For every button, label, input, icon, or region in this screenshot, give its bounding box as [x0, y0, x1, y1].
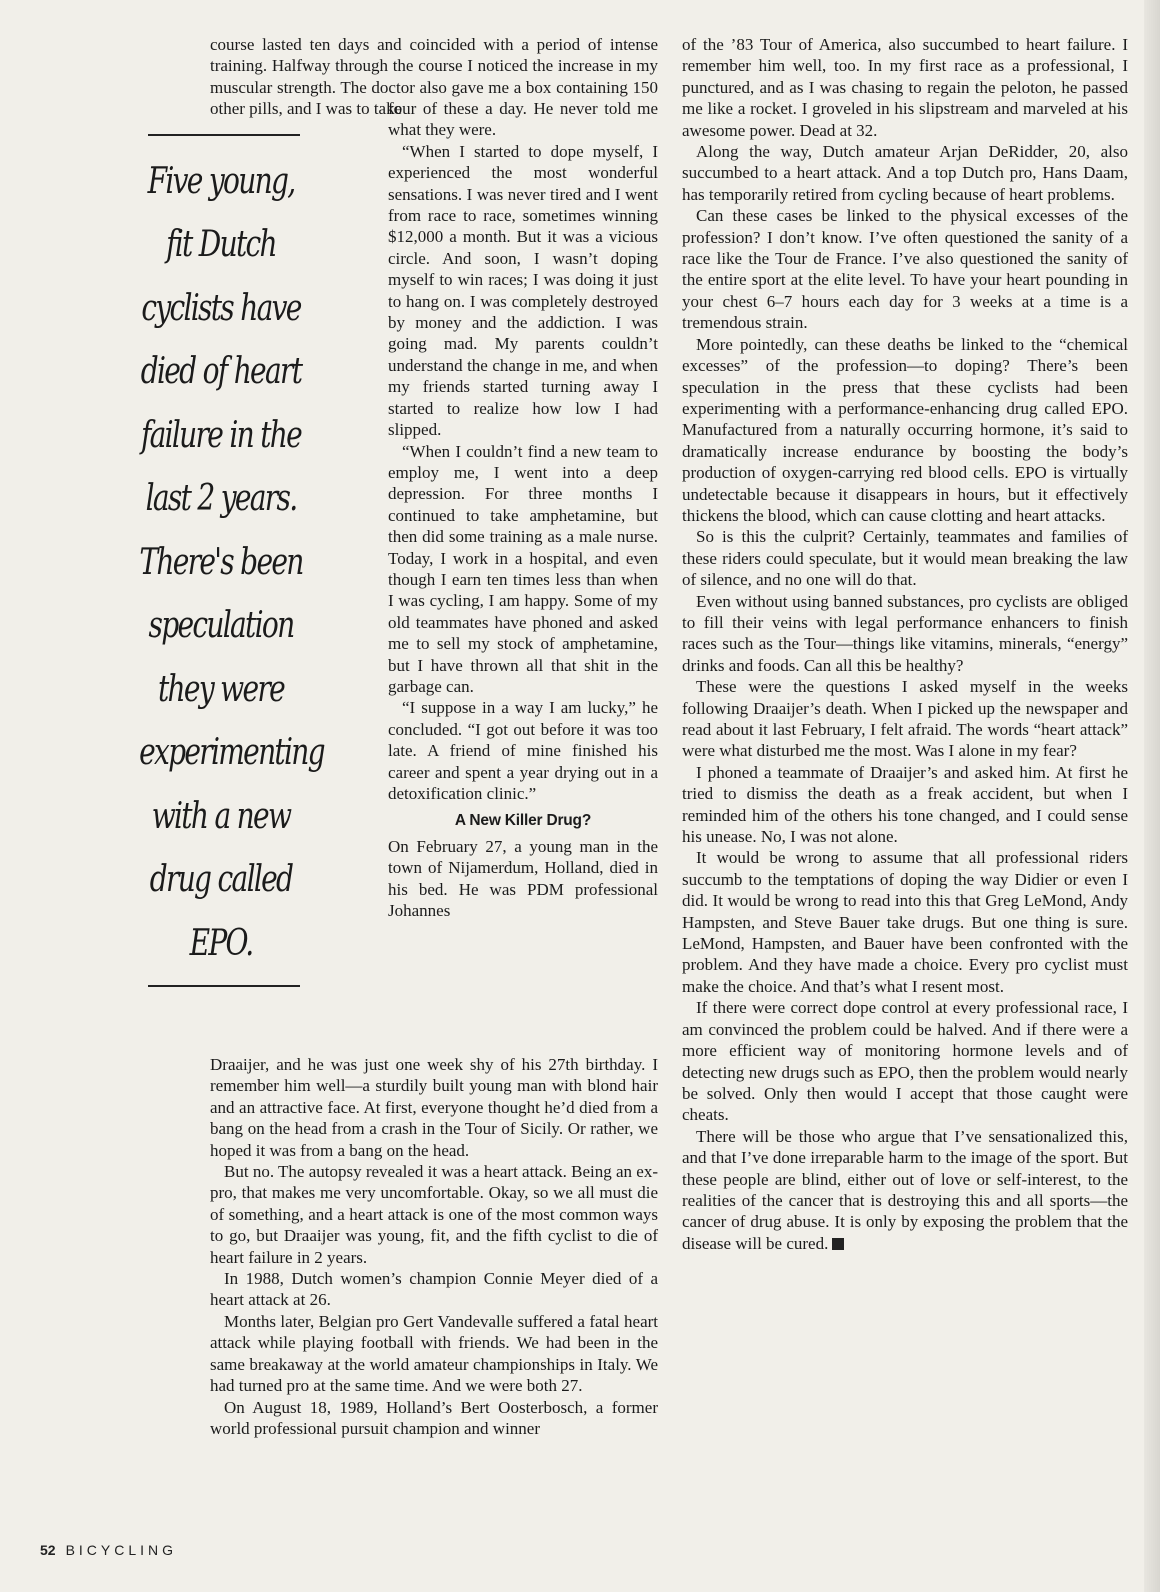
paragraph: If there were correct dope control at every professional race, I am convinced the problem could be halved. And if there were a more efficient way of monitoring hormone levels and of detecting new drugs such as EPO, then the problem would nearly be solved. Only then would I accept that those caught were cheats. — [682, 998, 1128, 1125]
paragraph: It would be wrong to assume that all professional riders succumb to the temptations of doping the way Didier or even I did. It would be wrong to read into this that Greg LeMond, Andy Hampsten, and Steve Bauer take drugs. But one thing is sure. LeMond, Hampsten, and Bauer have been confronted with the problem. And they have made a choice. Every pro cyclist must make the choice. And that’s what I resent most. — [682, 848, 1128, 996]
paragraph: But no. The autopsy revealed it was a heart attack. Being an ex-pro, that makes me very uncomfortable. Okay, so we all must die of something, and a heart attack is one of the most common ways to go, but Draaijer was young, fit, and the fifth cyclist to die of heart failure in 2 years. — [210, 1162, 658, 1267]
paragraph: So is this the culprit? Certainly, teammates and families of these riders could speculate, but it would mean breaking the law of silence, and no one will do that. — [682, 527, 1128, 590]
paragraph: of the ’83 Tour of America, also succumbed to heart failure. I remember him well, too. In my first race as a professional, I punctured, and as I was chasing to regain the peloton, he passed me like a rocket. I groveled in his slipstream and marveled at his awesome power. Dead at 32. — [682, 35, 1128, 140]
end-mark-icon — [832, 1238, 844, 1250]
paragraph: Draaijer, and he was just one week shy of his 27th birthday. I remember him well—a sturdily built young man with blond hair and an attractive face. At first, everyone thought he’d died from a bang on the head from a crash in the Tour of Sicily. Or rather, we hoped it was from a bang on the head. — [210, 1055, 658, 1160]
page-footer — [40, 1542, 177, 1558]
paragraph: “When I started to dope myself, I experienced the most wonderful sensations. I was never tired and I went from race to race, sometimes winning $12,000 a month. But it was a vicious circle. And soon, I wasn’t doping myself to win races; I was doing it just to hang on. I was completely destroyed by money and the addiction. I was going mad. My parents couldn’t understand the change in me, and when my friends started turning away I started to realize how low I had slipped. — [388, 141, 658, 440]
paragraph: On August 18, 1989, Holland’s Bert Oosterbosch, a former world professional pursuit champion and winner — [210, 1397, 658, 1438]
paragraph: In 1988, Dutch women’s champion Connie Meyer died of a heart attack at 26. — [210, 1269, 658, 1310]
paragraph: Can these cases be linked to the physical excesses of the profession? I don’t know. I’ve often questioned the sanity of a race like the Tour de France. I’ve also questioned the sanity of the entire sport at the elite level. To have your heart pounding in your chest 6–7 hours each day for 3 weeks at a time is a tremendous strain. — [682, 206, 1128, 333]
pull-quote-text: Five young, fit Dutch cyclists have died of heart failure in the last 2 years. There's been speculation they were experimenting with a new drug called EPO. — [139, 160, 324, 964]
paragraph: “I suppose in a way I am lucky,” he concluded. “I got out before it was too late. A friend of mine finished his career and spent a year drying out in a detoxification clinic.” — [388, 698, 658, 803]
pull-quote-bottom-rule — [148, 985, 300, 987]
paragraph: course lasted ten days and coincided with a period of intense training. Halfway through the course I noticed the increase in my muscular strength. The doctor also gave me a box containing 150 other pills, and I was to take — [210, 35, 658, 119]
page-edge — [1144, 0, 1160, 1592]
column-2 — [682, 34, 1128, 1254]
paragraph: These were the questions I asked myself in the weeks following Draaijer’s death. When I picked up the newspaper and read about it last February, I felt afraid. The words “heart attack” were what disturbed me the most. Was I alone in my fear? — [682, 677, 1128, 761]
pull-quote — [139, 134, 324, 987]
paragraph: More pointedly, can these deaths be linked to the “chemical excesses” of the profession—to doping? There’s been speculation in the press that these cyclists had been experimenting with a performance-enhancing drug called EPO. Manufactured from a naturally occurring hormone, it’s said to dramatically increase endurance by boosting the body’s production of oxygen-carrying red blood cells. EPO is virtually undetectable because it disappears in hours, but it effectively thickens the blood, which can cause clotting and heart attacks. — [682, 334, 1128, 525]
section-subhead: A New Killer Drug? — [454, 812, 592, 830]
paragraph: Even without using banned substances, pro cyclists are obliged to fill their veins with legal performance enhancers to finish races such as the Tour—things like vitamins, minerals, “energy” drinks and foods. Can all this be healthy? — [682, 591, 1128, 675]
paragraph: “When I couldn’t find a new team to employ me, I went into a deep depression. For three months I continued to take amphetamine, but then did some training as a male nurse. Today, I work in a hospital, and even though I earn ten times less than when I was cycling, I am happy. Some of my old teammates have phoned and asked me to sell my stock of amphetamine, but I have thrown all that shit in the garbage can. — [388, 441, 658, 696]
column-1-narrow-paragraphs — [388, 98, 658, 804]
paragraph: On February 27, a young man in the town of Nijamerdum, Holland, died in his bed. He was PDM professional Johannes — [388, 836, 658, 921]
paragraph: four of these a day. He never told me what they were. — [388, 99, 658, 140]
paragraph: Months later, Belgian pro Gert Vandevalle suffered a fatal heart attack while playing football with friends. We had been in the same breakaway at the world amateur championships in Italy. We had turned pro at the same time. And we were both 27. — [210, 1311, 658, 1396]
column-1-bottom — [210, 1054, 658, 1439]
page-number: 52 — [40, 1542, 56, 1558]
paragraph: Along the way, Dutch amateur Arjan DeRidder, 20, also succumbed to a heart attack. And a top Dutch pro, Hans Daam, has temporarily retired from cycling because of heart problems. — [682, 142, 1128, 204]
magazine-name: BICYCLING — [65, 1542, 178, 1558]
paragraph: There will be those who argue that I’ve sensationalized this, and that I’ve done irreparable harm to the image of the sport. But these people are blind, either out of love or self-interest, to the realities of the cancer that is destroying this and all sports—the cancer of drug abuse. It is only by exposing the problem that the disease will be cured. — [682, 1126, 1128, 1253]
paragraph: I phoned a teammate of Draaijer’s and asked him. At first he tried to dismiss the death as a freak accident, but when I reminded him of the others his tone changed, and I could sense his unease. No, I was not alone. — [682, 762, 1128, 847]
column-1-narrow — [388, 98, 658, 921]
